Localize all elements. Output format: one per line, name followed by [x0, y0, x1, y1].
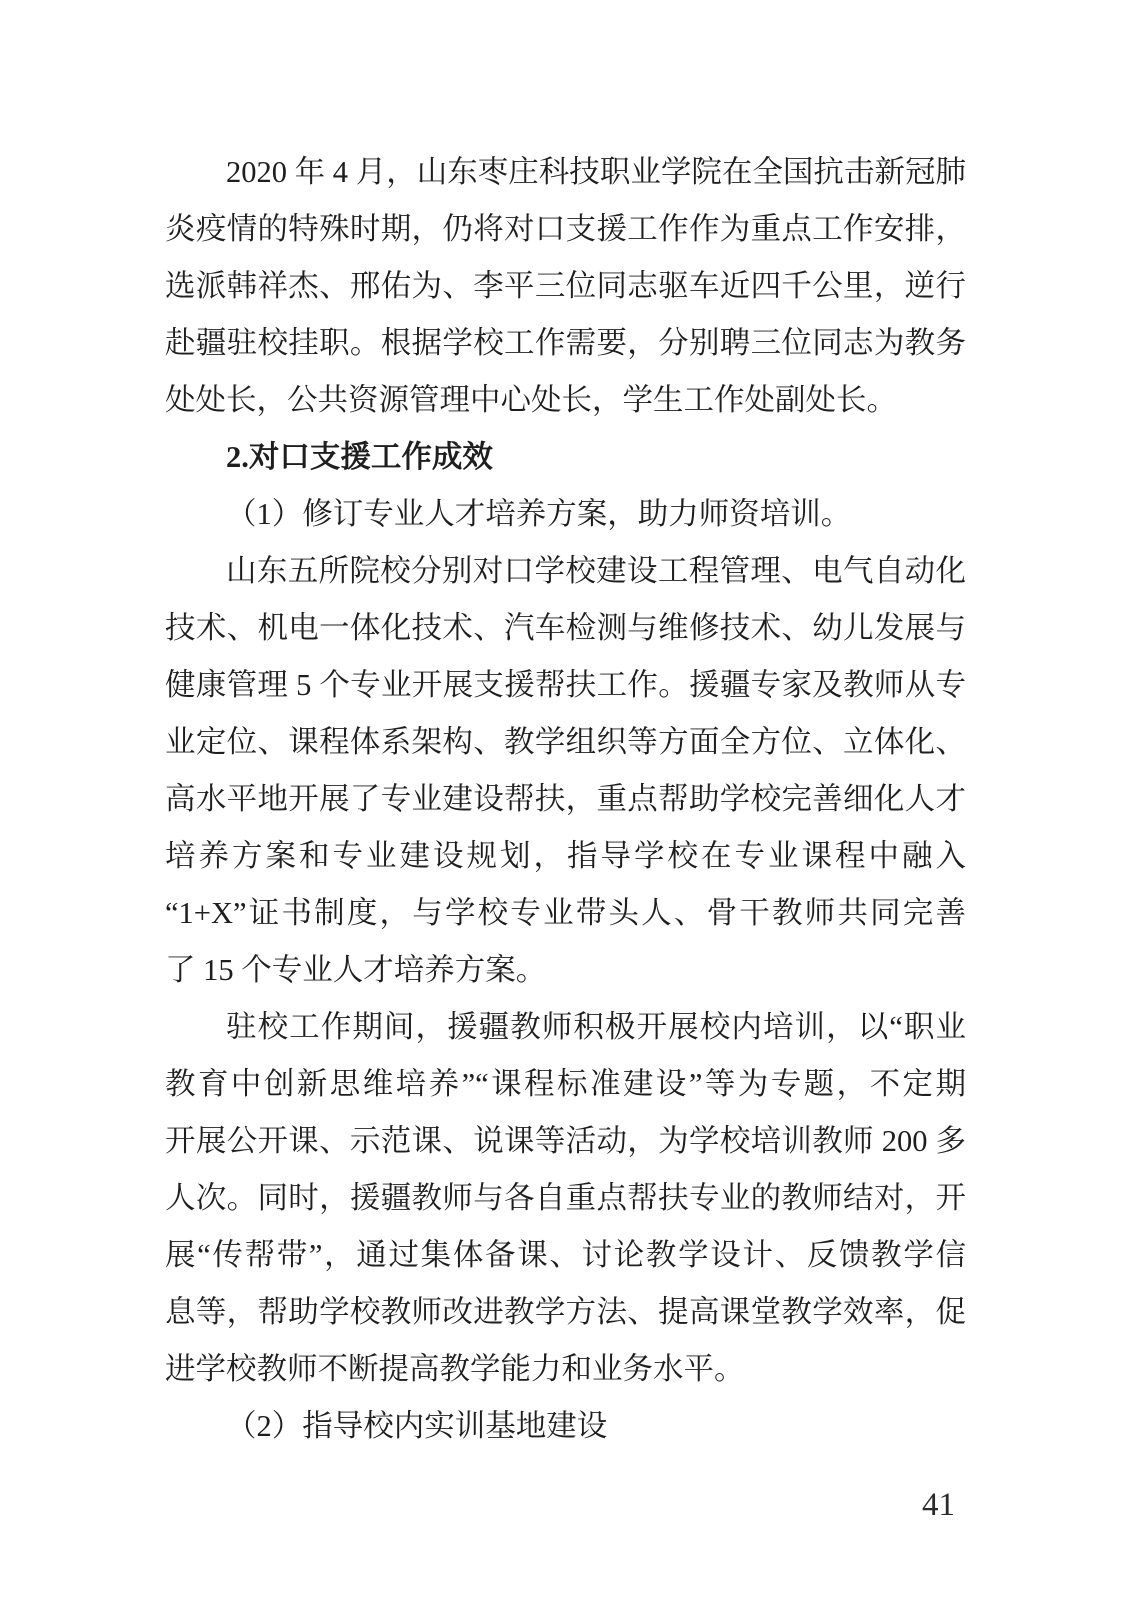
paragraph-line: “1+X”证书制度，与学校专业带头人、骨干教师共同完善 [165, 896, 966, 930]
paragraph-line: 人次。同时，援疆教师与各自重点帮扶专业的教师结对，开 [165, 1181, 966, 1215]
paragraph-line: 选派韩祥杰、邢佑为、李平三位同志驱车近四千公里，逆行 [165, 269, 966, 303]
paragraph-line: 处处长，公共资源管理中心处长，学生工作处副处长。 [165, 383, 897, 417]
paragraph-line: 教育中创新思维培养”“课程标准建设”等为专题，不定期 [165, 1067, 966, 1101]
paragraph-line: 技术、机电一体化技术、汽车检测与维修技术、幼儿发展与 [165, 611, 966, 645]
subsection-heading-1: （1）修订专业人才培养方案，助力师资培训。 [226, 497, 852, 531]
paragraph-line: 健康管理 5 个专业开展支援帮扶工作。援疆专家及教师从专 [165, 668, 966, 702]
paragraph-line: 进学校教师不断提高教学能力和业务水平。 [165, 1352, 745, 1386]
paragraph-line: 高水平地开展了专业建设帮扶，重点帮助学校完善细化人才 [165, 782, 966, 816]
paragraph-line: 山东五所院校分别对口学校建设工程管理、电气自动化 [226, 554, 966, 588]
paragraph-line: 展“传帮带”，通过集体备课、讨论教学设计、反馈教学信 [165, 1238, 966, 1272]
paragraph-line: 业定位、课程体系架构、教学组织等方面全方位、立体化、 [165, 725, 966, 759]
paragraph-line: 培养方案和专业建设规划，指导学校在专业课程中融入 [165, 839, 966, 873]
paragraph-line: 赴疆驻校挂职。根据学校工作需要，分别聘三位同志为教务 [165, 326, 966, 360]
paragraph-line: 2020 年 4 月，山东枣庄科技职业学院在全国抗击新冠肺 [226, 155, 966, 189]
paragraph-line: 炎疫情的特殊时期，仍将对口支援工作作为重点工作安排， [165, 212, 966, 246]
paragraph-line: 了 15 个专业人才培养方案。 [165, 953, 547, 987]
subsection-heading-2: （2）指导校内实训基地建设 [226, 1409, 608, 1443]
page-number: 41 [922, 1487, 955, 1523]
section-heading: 2.对口支援工作成效 [226, 440, 493, 474]
document-body [165, 144, 966, 1455]
paragraph-line: 驻校工作期间，援疆教师积极开展校内培训，以“职业 [226, 1010, 966, 1044]
paragraph-line: 息等，帮助学校教师改进教学方法、提高课堂教学效率，促 [165, 1295, 966, 1329]
paragraph-line: 开展公开课、示范课、说课等活动，为学校培训教师 200 多 [165, 1124, 966, 1158]
